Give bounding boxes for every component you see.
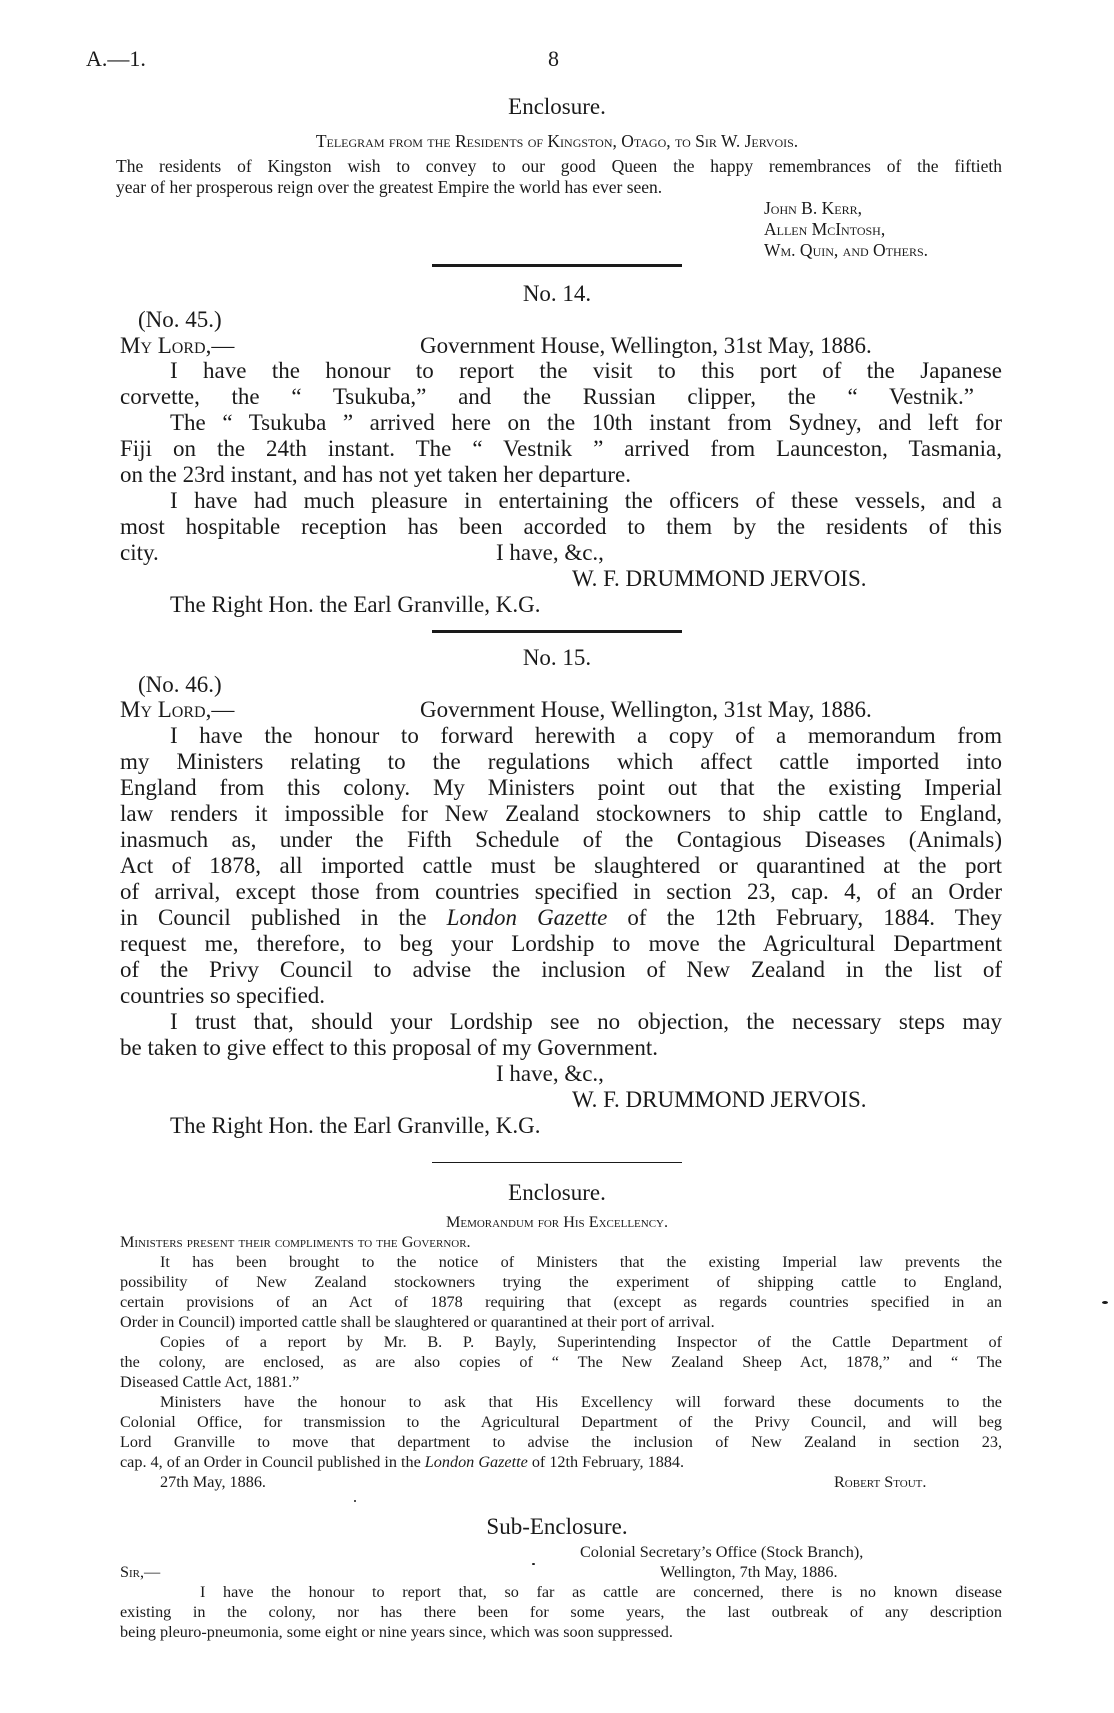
memorandum-date: 27th May, 1886.	[160, 1473, 266, 1491]
subenclosure-place-date: Wellington, 7th May, 1886.	[660, 1563, 838, 1581]
scan-speck	[1102, 1301, 1108, 1304]
letter-closing: I have, &c.,	[496, 540, 604, 565]
section-divider	[432, 1162, 682, 1163]
memorandum-line: possibility of New Zealand stockowners trying the experiment of shipping cattle to England,	[120, 1273, 1002, 1291]
subenclosure-heading: Sub-Enclosure.	[486, 1514, 628, 1539]
letter-body-line: I have the honour to report the visit to this port of the Japanese	[170, 358, 1002, 383]
telegram-signature: John B. Kerr,	[764, 198, 862, 218]
letter-body-line: in Council published in the London Gazette of the 12th February, 1884. They	[120, 905, 1002, 930]
letter-address-date: Government House, Wellington, 31st May, 1886.	[420, 697, 872, 722]
memorandum-line: Order in Council) imported cattle shall be slaughtered or quarantined at their port of arrival.	[120, 1313, 715, 1331]
letter-body-line: on the 23rd instant, and has not yet taken her departure.	[120, 462, 631, 487]
memorandum-line: It has been brought to the notice of Ministers that the existing Imperial law prevents the	[160, 1253, 1002, 1271]
telegram-body-line: The residents of Kingston wish to convey to our good Queen the happy remembrances of the fiftieth	[116, 156, 1002, 176]
letter-body-line: I have the honour to forward herewith a copy of a memorandum from	[170, 723, 1002, 748]
gazette-title: London Gazette	[446, 905, 608, 930]
telegram-subheading: Telegram from the Residents of Kingston, Otago, to Sir W. Jervois.	[315, 131, 799, 151]
letter-addressee: The Right Hon. the Earl Granville, K.G.	[170, 592, 541, 617]
memorandum-line: Copies of a report by Mr. B. P. Bayly, Superintending Inspector of the Cattle Department of	[160, 1333, 1002, 1351]
letter-body-line: inasmuch as, under the Fifth Schedule of the Contagious Diseases (Animals)	[120, 827, 1002, 852]
letter-body-line: England from this colony. My Ministers point out that the existing Imperial	[120, 775, 1002, 800]
letter-body-line: of arrival, except those from countries specified in section 23, cap. 4, of an Order	[120, 879, 1002, 904]
letter-body-line: Fiji on the 24th instant. The “ Vestnik ” arrived from Launceston, Tasmania,	[120, 436, 1002, 461]
letter-body-line: law renders it impossible for New Zealand stockowners to ship cattle to England,	[120, 801, 1002, 826]
letter-addressee: The Right Hon. the Earl Granville, K.G.	[170, 1113, 541, 1138]
document-reference: A.—1.	[86, 46, 146, 71]
letter-reference: (No. 45.)	[138, 307, 222, 332]
memorandum-opening: Ministers present their compliments to the Governor.	[120, 1233, 471, 1251]
letter-body-line: most hospitable reception has been accorded to them by the residents of this	[120, 514, 1002, 539]
scan-speck	[354, 1500, 356, 1502]
section-divider	[432, 630, 682, 633]
letter-body-line: Act of 1878, all imported cattle must be slaughtered or quarantined at the port	[120, 853, 1002, 878]
letter-body-line: corvette, the “ Tsukuba,” and the Russian clipper, the “ Vestnik.”	[120, 384, 974, 409]
scan-speck	[532, 1563, 535, 1565]
letter-number-heading: No. 15.	[522, 645, 592, 670]
subenclosure-line: being pleuro-pneumonia, some eight or nine years since, which was soon suppressed.	[120, 1623, 673, 1641]
section-divider	[432, 264, 682, 267]
letter-address-date: Government House, Wellington, 31st May, 1886.	[420, 333, 872, 358]
memorandum-line: Colonial Office, for transmission to the Agricultural Department of the Privy Council, and will beg	[120, 1413, 1002, 1431]
letter-body-line: of the Privy Council to advise the inclusion of New Zealand in the list of	[120, 957, 1002, 982]
letter-signature: W. F. DRUMMOND JERVOIS.	[572, 566, 867, 591]
memorandum-line: cap. 4, of an Order in Council published in the London Gazette of 12th February, 1884.	[120, 1453, 685, 1471]
letter-body-line: I trust that, should your Lordship see no objection, the necessary steps may	[170, 1009, 1002, 1034]
memorandum-line: Lord Granville to move that department to advise the inclusion of New Zealand in section 23,	[120, 1433, 1002, 1451]
letter-reference: (No. 46.)	[138, 672, 222, 697]
letter-body-line: my Ministers relating to the regulations which affect cattle imported into	[120, 749, 1002, 774]
letter-body-line: city.	[120, 540, 159, 565]
letter-body-line: I have had much pleasure in entertaining the officers of these vessels, and a	[170, 488, 1002, 513]
letter-body-line: be taken to give effect to this proposal of my Government.	[120, 1035, 659, 1060]
gazette-title: London Gazette	[424, 1453, 528, 1471]
letter-signature: W. F. DRUMMOND JERVOIS.	[572, 1087, 867, 1112]
subenclosure-line: existing in the colony, nor has there been for some years, the last outbreak of any description	[120, 1603, 1002, 1621]
letter-number-heading: No. 14.	[522, 281, 592, 306]
memorandum-signature: Robert Stout.	[834, 1473, 927, 1491]
subenclosure-office: Colonial Secretary’s Office (Stock Branch),	[580, 1543, 864, 1561]
telegram-signature: Wm. Quin, and Others.	[764, 240, 929, 260]
page-number: 8	[548, 46, 559, 71]
memorandum-line: the colony, are enclosed, as are also copies of “ The New Zealand Sheep Act, 1878,” and “ The	[120, 1353, 1002, 1371]
telegram-body-line: year of her prosperous reign over the greatest Empire the world has ever seen.	[116, 177, 663, 197]
salutation: My Lord,—	[120, 333, 235, 358]
memorandum-line: certain provisions of an Act of 1878 requiring that (except as regards countries specified in an	[120, 1293, 1002, 1311]
telegram-signature: Allen McIntosh,	[764, 219, 886, 239]
letter-body-line: countries so specified.	[120, 983, 326, 1008]
enclosure-heading: Enclosure.	[508, 1180, 606, 1205]
letter-body-line: The “ Tsukuba ” arrived here on the 10th instant from Sydney, and left for	[170, 410, 1002, 435]
subenclosure-line: I have the honour to report that, so far as cattle are concerned, there is no known disease	[200, 1583, 1002, 1601]
memorandum-line: Diseased Cattle Act, 1881.”	[120, 1373, 300, 1391]
enclosure-heading: Enclosure.	[508, 94, 606, 119]
letter-closing: I have, &c.,	[496, 1061, 604, 1086]
letter-body-line: request me, therefore, to beg your Lordship to move the Agricultural Department	[120, 931, 1002, 956]
salutation: Sir,—	[120, 1563, 161, 1581]
memorandum-line: Ministers have the honour to ask that His Excellency will forward these documents to the	[160, 1393, 1002, 1411]
salutation: My Lord,—	[120, 697, 235, 722]
memorandum-subheading: Memorandum for His Excellency.	[445, 1213, 669, 1231]
